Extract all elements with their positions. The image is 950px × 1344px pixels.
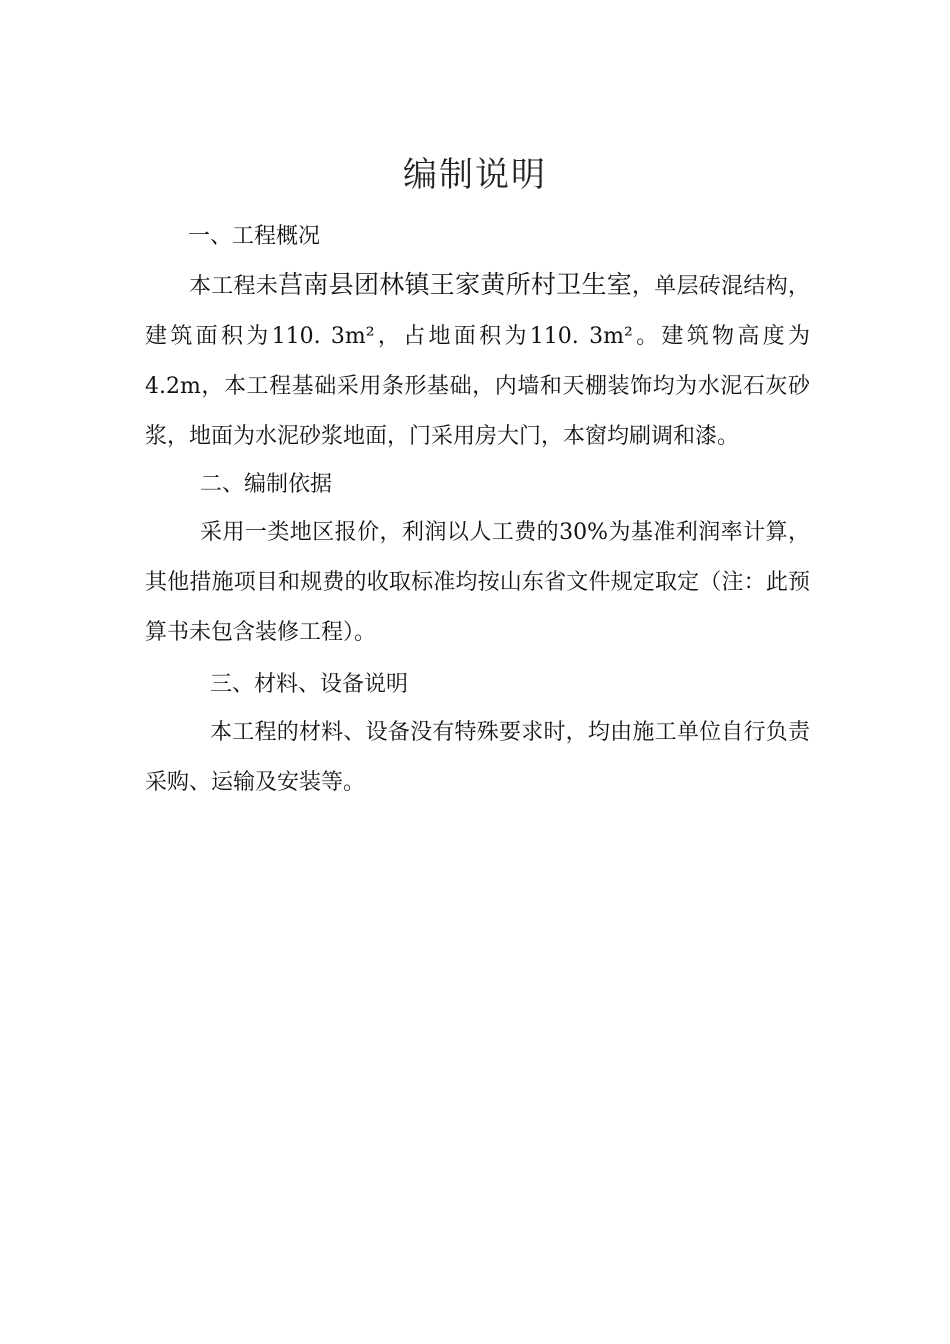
section3-paragraph: 本工程的材料、设备没有特殊要求时，均由施工单位自行负责采购、运输及安装等。 <box>145 720 810 795</box>
document-title: 编制说明 <box>403 155 547 195</box>
section2-paragraph: 采用一类地区报价，利润以人工费的30%为基准利润率计算，其他措施项目和规费的收取标准均按山东省文件规定取定（注：此预算书未包含装修工程）。 <box>145 520 810 645</box>
section1-text-start: 本工程未 <box>189 274 279 299</box>
section2-heading: 二、编制依据 <box>200 472 333 497</box>
section1-place-name: 莒南县团林镇王家黄所村卫生室 <box>278 270 633 299</box>
section1-paragraph <box>145 260 810 462</box>
section1-text-rest: ，单层砖混结构，建筑面积为110. 3m²，占地面积为110. 3m²。建筑物高度为4.2m，本工程基础采用条形基础，内墙和天棚装饰均为水泥石灰砂浆，地面为水泥砂浆地面，门采用房大门，本窗均刷调和漆。 <box>145 274 810 449</box>
section1-heading: 一、工程概况 <box>188 224 321 249</box>
section3-heading: 三、材料、设备说明 <box>210 672 409 697</box>
